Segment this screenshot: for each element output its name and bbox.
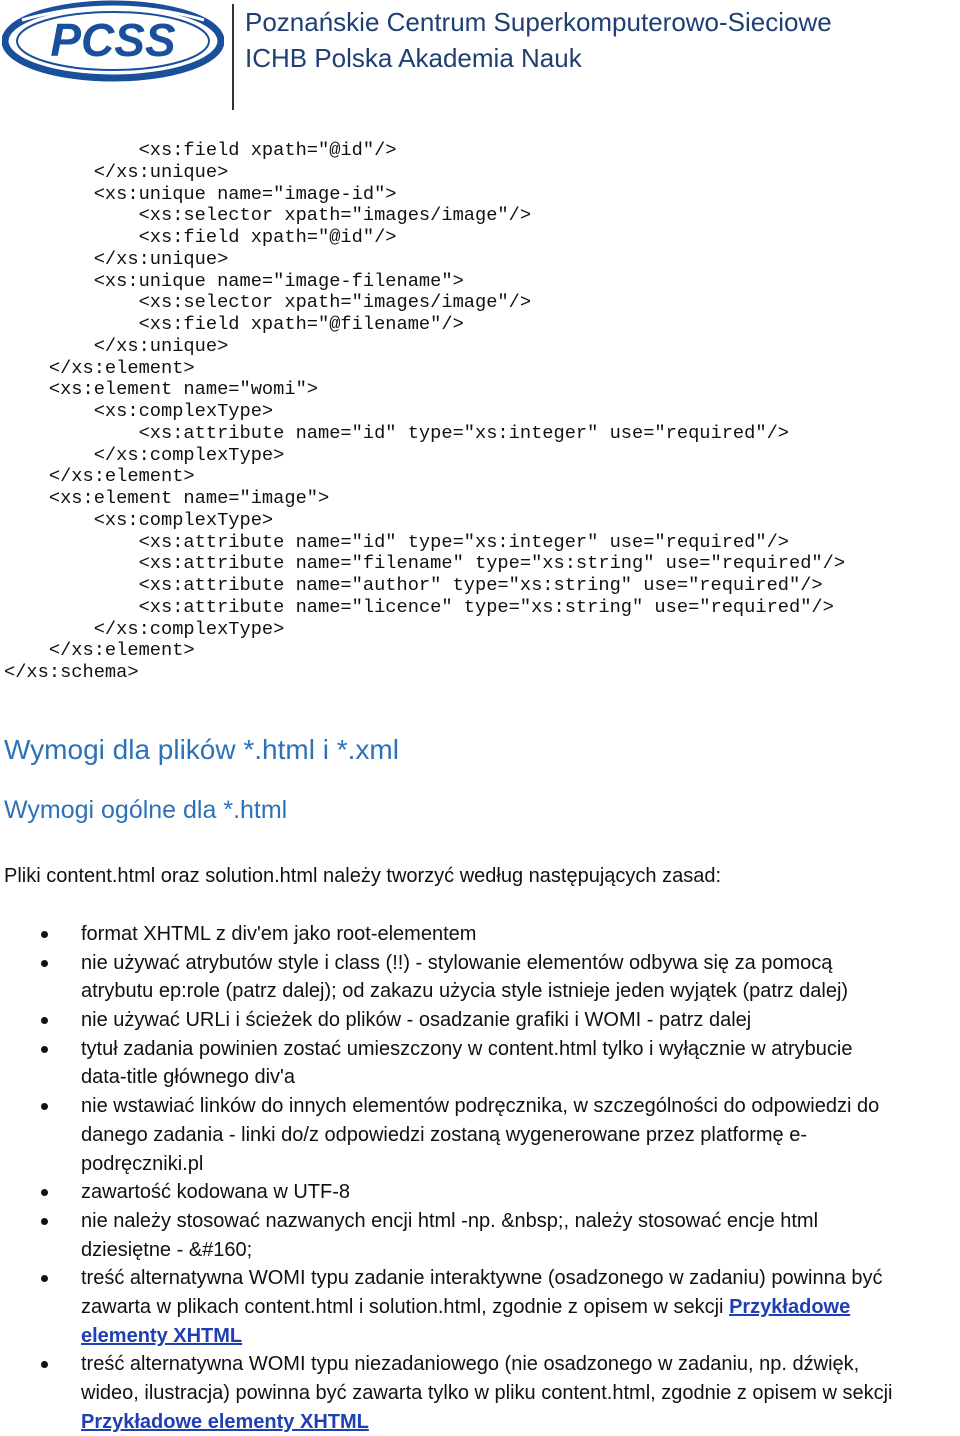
list-item-text: data-title głównego div'a — [81, 1066, 295, 1089]
bullet-dot — [41, 1017, 48, 1024]
list-item — [0, 1006, 958, 1035]
list-item-text: dziesiętne - &#160; — [81, 1238, 253, 1261]
code-line: <xs:element name="womi"> — [4, 378, 319, 401]
list-item-line — [81, 1092, 958, 1121]
list-item-text: treść alternatywna WOMI typu niezadaniowego (nie osadzonego w zadaniu, np. dźwięk, — [81, 1353, 860, 1376]
list-item-line — [81, 920, 958, 949]
section-heading: Wymogi dla plików *.html i *.xml — [4, 734, 399, 765]
list-item-line — [81, 1408, 958, 1436]
list-item-text: zawartość kodowana w UTF-8 — [81, 1181, 350, 1204]
list-item-line — [81, 1350, 958, 1379]
list-item-line — [81, 1236, 958, 1265]
requirements-list — [0, 920, 958, 1436]
link-example-xhtml[interactable]: elementy XHTML — [81, 1324, 243, 1347]
page-header — [0, 0, 960, 112]
list-item-text: nie należy stosować nazwanych encji html -np. &nbsp;, należy stosować encje html — [81, 1209, 819, 1232]
code-line: </xs:element> — [4, 356, 195, 379]
bullet-dot — [41, 931, 48, 938]
list-item — [0, 1350, 958, 1436]
code-line: <xs:complexType> — [4, 400, 274, 422]
code-line: <xs:attribute name="author" type="xs:string" use="required"/> — [4, 574, 823, 596]
code-line: </xs:schema> — [4, 661, 139, 683]
code-line: <xs:selector xpath="images/image"/> — [4, 291, 532, 314]
list-item — [0, 920, 958, 949]
code-line: <xs:unique name="image-filename"> — [4, 269, 464, 292]
list-item-line — [81, 1150, 958, 1179]
list-item-line — [81, 1063, 958, 1092]
bullet-dot — [41, 1189, 48, 1196]
header-divider — [232, 4, 234, 110]
code-line: <xs:complexType> — [4, 508, 274, 531]
list-item — [0, 1092, 958, 1178]
list-item-text: nie używać atrybutów style i class (!!) - stylowanie elementów odbywa się za pomocą — [81, 951, 833, 974]
list-item-text: atrybutu ep:role (patrz dalej); od zakazu użycia style istnieje jeden wyjątek (patrz dalej) — [81, 980, 849, 1003]
pcss-logo — [2, 0, 224, 82]
code-line: <xs:field xpath="@id"/> — [4, 226, 397, 248]
xml-schema-code — [4, 140, 845, 684]
list-item — [0, 949, 958, 1006]
org-name-line2: ICHB Polska Akademia Nauk — [245, 43, 582, 73]
list-item-text: treść alternatywna WOMI typu zadanie interaktywne (osadzonego w zadaniu) powinna być — [81, 1267, 883, 1290]
org-name-line1: Poznańskie Centrum Superkomputerowo-Sieciowe — [245, 7, 832, 37]
list-item-text: wideo, ilustracja) powinna być zawarta tylko w pliku content.html, zgodnie z opisem w sekcji — [81, 1382, 893, 1404]
bullet-dot — [41, 960, 48, 967]
code-line: <xs:attribute name="id" type="xs:integer" use="required"/> — [4, 421, 790, 444]
code-line: <xs:selector xpath="images/image"/> — [4, 204, 532, 227]
code-line: <xs:field xpath="@filename"/> — [4, 313, 464, 335]
list-item-line — [81, 977, 958, 1006]
list-item-line — [81, 1121, 958, 1150]
list-item-text: nie wstawiać linków do innych elementów podręcznika, w szczególności do odpowiedzi do — [81, 1095, 880, 1118]
list-item-line — [81, 1035, 958, 1064]
subsection-heading: Wymogi ogólne dla *.html — [4, 796, 288, 824]
intro-paragraph: Pliki content.html oraz solution.html należy tworzyć według następujących zasad: — [4, 865, 722, 887]
bullet-dot — [41, 1361, 48, 1368]
code-line: </xs:element> — [4, 465, 195, 488]
list-item — [0, 1178, 958, 1207]
list-item-line — [81, 1006, 958, 1035]
code-line: <xs:attribute name="filename" type="xs:string" use="required"/> — [4, 552, 846, 575]
code-line: <xs:field xpath="@id"/> — [4, 139, 397, 161]
list-item-line — [81, 949, 958, 978]
code-line: <xs:attribute name="id" type="xs:integer" use="required"/> — [4, 530, 790, 553]
list-item-line — [81, 1293, 958, 1322]
list-item-text: podręczniki.pl — [81, 1152, 204, 1175]
logo-text: PCSS — [50, 14, 176, 66]
code-line: </xs:complexType> — [4, 443, 285, 466]
list-item — [0, 1035, 958, 1092]
code-line: </xs:unique> — [4, 160, 229, 183]
code-line: </xs:unique> — [4, 334, 229, 357]
list-item-text: zawarta w plikach content.html i solution.html, zgodnie z opisem w sekcji — [81, 1295, 730, 1318]
list-item — [0, 1264, 958, 1350]
list-item-text: tytuł zadania powinien zostać umieszczony w content.html tylko i wyłącznie w atrybucie — [81, 1037, 853, 1060]
list-item-text: danego zadania - linki do/z odpowiedzi zostaną wygenerowane przez platformę e- — [81, 1123, 807, 1146]
list-item-line — [81, 1264, 958, 1293]
list-item-line — [81, 1207, 958, 1236]
code-line: <xs:unique name="image-id"> — [4, 182, 397, 205]
bullet-dot — [41, 1218, 48, 1225]
code-line: <xs:element name="image"> — [4, 487, 330, 509]
link-example-xhtml[interactable]: Przykładowe — [729, 1295, 851, 1318]
list-item-line — [81, 1178, 958, 1207]
list-item — [0, 1207, 958, 1264]
code-line: </xs:element> — [4, 639, 195, 662]
list-item-line — [81, 1379, 958, 1408]
link-example-xhtml[interactable]: Przykładowe elementy XHTML — [81, 1410, 369, 1433]
code-line: <xs:attribute name="licence" type="xs:string" use="required"/> — [4, 595, 834, 618]
bullet-dot — [41, 1046, 48, 1053]
bullet-dot — [41, 1275, 48, 1282]
list-item-text: format XHTML z div'em jako root-elementem — [81, 923, 477, 945]
list-item-line — [81, 1322, 958, 1351]
bullet-dot — [41, 1103, 48, 1110]
code-line: </xs:complexType> — [4, 617, 285, 640]
code-line: </xs:unique> — [4, 247, 229, 270]
list-item-text: nie używać URLi i ścieżek do plików - osadzanie grafiki i WOMI - patrz dalej — [81, 1009, 752, 1032]
